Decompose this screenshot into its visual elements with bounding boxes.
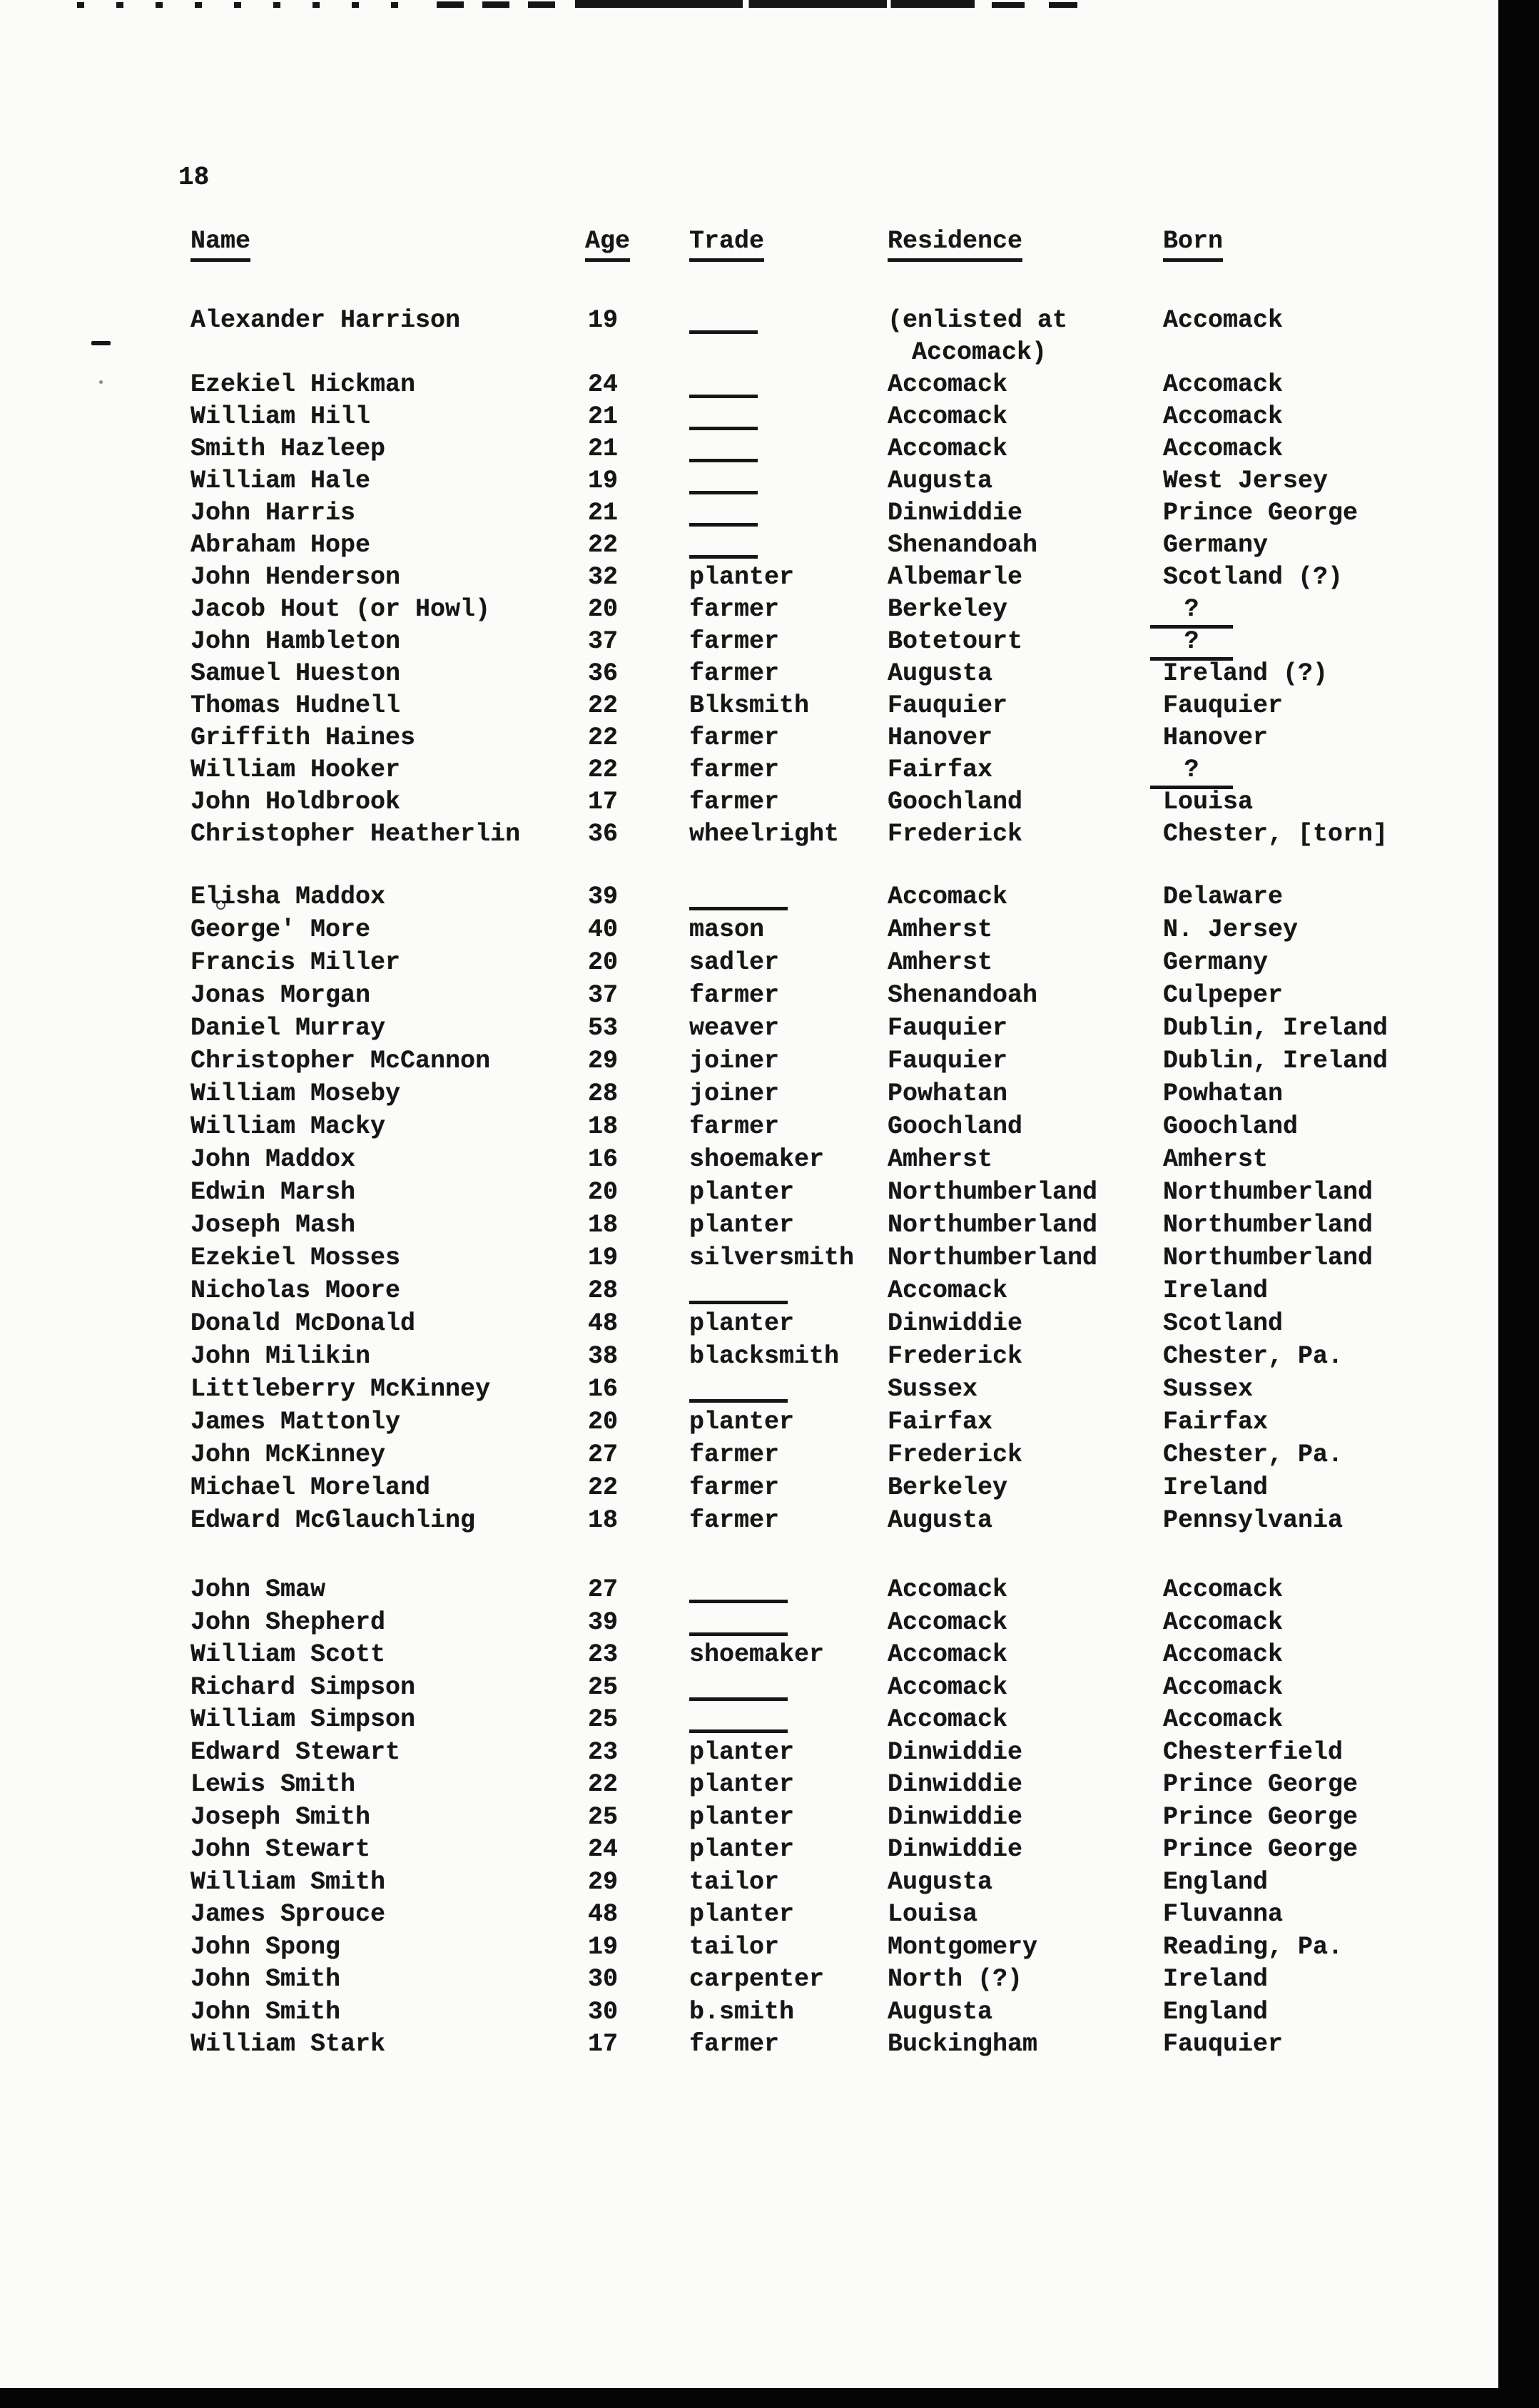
residence-cell: Berkeley bbox=[888, 1473, 1008, 1502]
residence-cell: Amherst bbox=[888, 1145, 993, 1174]
age-cell: 21 bbox=[588, 435, 619, 463]
trade-blank-line bbox=[689, 1632, 788, 1636]
name-cell: Abraham Hope bbox=[191, 531, 371, 559]
born-cell: Prince George bbox=[1163, 1803, 1358, 1832]
born-cell: Accomack bbox=[1163, 435, 1284, 463]
trade-cell: farmer bbox=[689, 788, 780, 816]
age-cell: 28 bbox=[588, 1079, 619, 1108]
trade-cell: tailor bbox=[689, 1933, 780, 1961]
residence-cell: (enlisted at bbox=[888, 306, 1068, 335]
trade-cell: farmer bbox=[689, 723, 780, 752]
age-cell: 39 bbox=[588, 883, 619, 911]
name-cell: John Stewart bbox=[191, 1835, 371, 1864]
age-cell: 20 bbox=[588, 948, 619, 977]
trade-blank-line bbox=[689, 1399, 788, 1403]
name-cell: Nicholas Moore bbox=[191, 1276, 401, 1305]
name-cell: William Hooker bbox=[191, 756, 401, 784]
residence-cell: Augusta bbox=[888, 1998, 993, 2026]
age-cell: 21 bbox=[588, 499, 619, 527]
age-cell: 27 bbox=[588, 1441, 619, 1469]
residence-cell: Northumberland bbox=[888, 1244, 1098, 1272]
born-cell: Northumberland bbox=[1163, 1211, 1373, 1239]
age-cell: 20 bbox=[588, 1408, 619, 1436]
born-cell: Prince George bbox=[1163, 1835, 1358, 1864]
born-cell: Accomack bbox=[1163, 1575, 1284, 1604]
name-cell: John Henderson bbox=[191, 563, 401, 591]
age-cell: 17 bbox=[588, 2030, 619, 2058]
name-cell: Jacob Hout (or Howl) bbox=[191, 595, 491, 624]
trade-cell: farmer bbox=[689, 1441, 780, 1469]
trade-cell: mason bbox=[689, 915, 765, 944]
born-cell: Northumberland bbox=[1163, 1244, 1373, 1272]
residence-cell: Goochland bbox=[888, 1112, 1023, 1141]
trade-cell: planter bbox=[689, 1900, 795, 1929]
residence-cell: Augusta bbox=[888, 659, 993, 688]
residence-cell: Buckingham bbox=[888, 2030, 1038, 2058]
trade-cell: planter bbox=[689, 1738, 795, 1767]
name-cell: Smith Hazleep bbox=[191, 435, 386, 463]
age-cell: 22 bbox=[588, 723, 619, 752]
born-cell: Chester, Pa. bbox=[1163, 1342, 1344, 1371]
name-cell: Ezekiel Mosses bbox=[191, 1244, 401, 1272]
born-cell: Chester, Pa. bbox=[1163, 1441, 1344, 1469]
trade-cell: farmer bbox=[689, 627, 780, 656]
trade-blank-line bbox=[689, 1729, 788, 1733]
born-cell: Germany bbox=[1163, 948, 1269, 977]
born-cell: Hanover bbox=[1163, 723, 1269, 752]
residence-cell: Augusta bbox=[888, 467, 993, 495]
age-cell: 18 bbox=[588, 1506, 619, 1535]
trade-blank-line bbox=[689, 1600, 788, 1603]
scan-artifact-dash-tail bbox=[992, 2, 1077, 8]
residence-cell: Augusta bbox=[888, 1506, 993, 1535]
column-header-born: Born bbox=[1163, 227, 1223, 262]
trade-cell: sadler bbox=[689, 948, 780, 977]
born-cell: Chester, [torn] bbox=[1163, 820, 1388, 848]
trade-cell: planter bbox=[689, 1211, 795, 1239]
residence-cell: Dinwiddie bbox=[888, 1803, 1023, 1832]
born-cell: Dublin, Ireland bbox=[1163, 1014, 1388, 1042]
residence-cell: Accomack bbox=[888, 1673, 1008, 1702]
age-cell: 17 bbox=[588, 788, 619, 816]
residence-cell-line2: Accomack) bbox=[912, 338, 1047, 367]
trade-cell: shoemaker bbox=[689, 1640, 825, 1669]
trade-cell: farmer bbox=[689, 756, 780, 784]
name-cell: Alexander Harrison bbox=[191, 306, 461, 335]
scan-mark-dash bbox=[91, 341, 111, 345]
page-number: 18 bbox=[178, 163, 210, 192]
name-cell: Donald McDonald bbox=[191, 1309, 416, 1338]
residence-cell: Powhatan bbox=[888, 1079, 1008, 1108]
residence-cell: Amherst bbox=[888, 948, 993, 977]
age-cell: 32 bbox=[588, 563, 619, 591]
residence-cell: North (?) bbox=[888, 1965, 1023, 1993]
residence-cell: Fauquier bbox=[888, 691, 1008, 720]
trade-blank-line bbox=[689, 395, 758, 398]
name-cell: John Spong bbox=[191, 1933, 341, 1961]
trade-cell: planter bbox=[689, 1309, 795, 1338]
age-cell: 19 bbox=[588, 1244, 619, 1272]
age-cell: 21 bbox=[588, 402, 619, 431]
name-cell: John Holdbrook bbox=[191, 788, 401, 816]
name-cell: Joseph Smith bbox=[191, 1803, 371, 1832]
name-cell: Griffith Haines bbox=[191, 723, 416, 752]
age-cell: 40 bbox=[588, 915, 619, 944]
residence-cell: Shenandoah bbox=[888, 981, 1038, 1010]
name-cell: John Shepherd bbox=[191, 1608, 386, 1637]
name-cell: John Harris bbox=[191, 499, 356, 527]
trade-blank-line bbox=[689, 1301, 788, 1304]
born-cell: Dublin, Ireland bbox=[1163, 1047, 1388, 1075]
residence-cell: Accomack bbox=[888, 1640, 1008, 1669]
age-cell: 25 bbox=[588, 1673, 619, 1702]
name-cell: John Smaw bbox=[191, 1575, 326, 1604]
age-cell: 38 bbox=[588, 1342, 619, 1371]
residence-cell: Fairfax bbox=[888, 1408, 993, 1436]
residence-cell: Frederick bbox=[888, 820, 1023, 848]
scan-mark-dot bbox=[99, 380, 103, 384]
name-cell: William Smith bbox=[191, 1868, 386, 1896]
age-cell: 30 bbox=[588, 1965, 619, 1993]
trade-cell: planter bbox=[689, 1803, 795, 1832]
residence-cell: Accomack bbox=[888, 883, 1008, 911]
residence-cell: Accomack bbox=[888, 1575, 1008, 1604]
born-cell: Germany bbox=[1163, 531, 1269, 559]
residence-cell: Amherst bbox=[888, 915, 993, 944]
born-cell: Fauquier bbox=[1163, 691, 1284, 720]
born-cell: Accomack bbox=[1163, 402, 1284, 431]
residence-cell: Augusta bbox=[888, 1868, 993, 1896]
trade-cell: farmer bbox=[689, 1112, 780, 1141]
residence-cell: Accomack bbox=[888, 1276, 1008, 1305]
name-cell: William Hale bbox=[191, 467, 371, 495]
residence-cell: Accomack bbox=[888, 1608, 1008, 1637]
trade-cell: wheelright bbox=[689, 820, 840, 848]
name-cell: James Sprouce bbox=[191, 1900, 386, 1929]
born-cell: Northumberland bbox=[1163, 1178, 1373, 1206]
trade-cell: b.smith bbox=[689, 1998, 795, 2026]
name-cell: Ezekiel Hickman bbox=[191, 370, 416, 399]
trade-cell: planter bbox=[689, 1178, 795, 1206]
name-cell: William Macky bbox=[191, 1112, 386, 1141]
age-cell: 53 bbox=[588, 1014, 619, 1042]
trade-cell: planter bbox=[689, 1408, 795, 1436]
name-cell: George' More bbox=[191, 915, 371, 944]
trade-blank-line bbox=[689, 555, 758, 559]
age-cell: 25 bbox=[588, 1803, 619, 1832]
residence-cell: Montgomery bbox=[888, 1933, 1038, 1961]
name-cell: John Smith bbox=[191, 1998, 341, 2026]
age-cell: 29 bbox=[588, 1868, 619, 1896]
name-cell: Edwin Marsh bbox=[191, 1178, 356, 1206]
born-cell: Prince George bbox=[1163, 499, 1358, 527]
residence-cell: Dinwiddie bbox=[888, 499, 1023, 527]
age-cell: 24 bbox=[588, 1835, 619, 1864]
column-header-trade: Trade bbox=[689, 227, 764, 262]
name-cell: John Hambleton bbox=[191, 627, 401, 656]
born-cell: Accomack bbox=[1163, 1640, 1284, 1669]
residence-cell: Albemarle bbox=[888, 563, 1023, 591]
trade-cell: tailor bbox=[689, 1868, 780, 1896]
age-cell: 36 bbox=[588, 820, 619, 848]
age-cell: 22 bbox=[588, 1473, 619, 1502]
born-cell: Fairfax bbox=[1163, 1408, 1269, 1436]
name-cell: Francis Miller bbox=[191, 948, 401, 977]
name-cell: Thomas Hudnell bbox=[191, 691, 401, 720]
born-cell: Ireland bbox=[1163, 1965, 1269, 1993]
column-header-residence: Residence bbox=[888, 227, 1022, 262]
age-cell: 16 bbox=[588, 1375, 619, 1403]
residence-cell: Northumberland bbox=[888, 1211, 1098, 1239]
trade-cell: joiner bbox=[689, 1079, 780, 1108]
name-cell: Littleberry McKinney bbox=[191, 1375, 491, 1403]
residence-cell: Louisa bbox=[888, 1900, 978, 1929]
age-cell: 36 bbox=[588, 659, 619, 688]
residence-cell: Accomack bbox=[888, 435, 1008, 463]
residence-cell: Accomack bbox=[888, 1705, 1008, 1734]
trade-cell: farmer bbox=[689, 981, 780, 1010]
trade-cell: farmer bbox=[689, 595, 780, 624]
born-cell: Ireland (?) bbox=[1163, 659, 1329, 688]
trade-cell: planter bbox=[689, 1835, 795, 1864]
born-cell: Delaware bbox=[1163, 883, 1284, 911]
age-cell: 19 bbox=[588, 467, 619, 495]
born-cell: Chesterfield bbox=[1163, 1738, 1344, 1767]
residence-cell: Dinwiddie bbox=[888, 1309, 1023, 1338]
residence-cell: Botetourt bbox=[888, 627, 1023, 656]
residence-cell: Dinwiddie bbox=[888, 1835, 1023, 1864]
name-cell: Christopher Heatherlin bbox=[191, 820, 521, 848]
born-cell: Louisa bbox=[1163, 788, 1254, 816]
trade-cell: planter bbox=[689, 1770, 795, 1799]
column-header-age: Age bbox=[585, 227, 630, 262]
name-cell: William Scott bbox=[191, 1640, 386, 1669]
age-cell: 22 bbox=[588, 756, 619, 784]
age-cell: 22 bbox=[588, 691, 619, 720]
age-cell: 28 bbox=[588, 1276, 619, 1305]
age-cell: 39 bbox=[588, 1608, 619, 1637]
trade-cell: farmer bbox=[689, 2030, 780, 2058]
born-unknown-cell: ? bbox=[1150, 595, 1233, 629]
born-cell: Accomack bbox=[1163, 370, 1284, 399]
trade-blank-line bbox=[689, 523, 758, 527]
age-cell: 18 bbox=[588, 1112, 619, 1141]
trade-cell: Blksmith bbox=[689, 691, 810, 720]
age-cell: 48 bbox=[588, 1900, 619, 1929]
age-cell: 30 bbox=[588, 1998, 619, 2026]
born-cell: Accomack bbox=[1163, 306, 1284, 335]
residence-cell: Fairfax bbox=[888, 756, 993, 784]
age-cell: 25 bbox=[588, 1705, 619, 1734]
name-cell: William Moseby bbox=[191, 1079, 401, 1108]
born-cell: England bbox=[1163, 1868, 1269, 1896]
born-cell: Fluvanna bbox=[1163, 1900, 1284, 1929]
born-cell: Accomack bbox=[1163, 1673, 1284, 1702]
residence-cell: Goochland bbox=[888, 788, 1023, 816]
trade-blank-line bbox=[689, 459, 758, 462]
born-cell: Powhatan bbox=[1163, 1079, 1284, 1108]
born-cell: Sussex bbox=[1163, 1375, 1254, 1403]
name-cell: Joseph Mash bbox=[191, 1211, 356, 1239]
born-cell: Pennsylvania bbox=[1163, 1506, 1344, 1535]
scan-artifact-bottom-band bbox=[0, 2388, 1539, 2408]
age-cell: 23 bbox=[588, 1738, 619, 1767]
trade-cell: farmer bbox=[689, 659, 780, 688]
born-unknown-cell: ? bbox=[1150, 756, 1233, 789]
residence-cell: Northumberland bbox=[888, 1178, 1098, 1206]
born-cell: Ireland bbox=[1163, 1276, 1269, 1305]
column-header-name: Name bbox=[191, 227, 250, 262]
name-cell: John Maddox bbox=[191, 1145, 356, 1174]
name-cell: John McKinney bbox=[191, 1441, 386, 1469]
name-cell: Michael Moreland bbox=[191, 1473, 431, 1502]
trade-blank-line bbox=[689, 491, 758, 494]
born-cell: Goochland bbox=[1163, 1112, 1299, 1141]
age-cell: 37 bbox=[588, 981, 619, 1010]
residence-cell: Berkeley bbox=[888, 595, 1008, 624]
age-cell: 22 bbox=[588, 531, 619, 559]
scan-artifact-right-band bbox=[1498, 0, 1539, 2408]
residence-cell: Fauquier bbox=[888, 1047, 1008, 1075]
name-cell: Elisha Maddox bbox=[191, 883, 386, 911]
born-cell: Prince George bbox=[1163, 1770, 1358, 1799]
name-cell: William Stark bbox=[191, 2030, 386, 2058]
born-cell: Accomack bbox=[1163, 1705, 1284, 1734]
trade-cell: joiner bbox=[689, 1047, 780, 1075]
born-cell: Amherst bbox=[1163, 1145, 1269, 1174]
name-cell: Edward Stewart bbox=[191, 1738, 401, 1767]
born-cell: Scotland bbox=[1163, 1309, 1284, 1338]
trade-cell: weaver bbox=[689, 1014, 780, 1042]
trade-blank-line bbox=[689, 330, 758, 334]
name-cell: Lewis Smith bbox=[191, 1770, 356, 1799]
age-cell: 27 bbox=[588, 1575, 619, 1604]
born-unknown-cell: ? bbox=[1150, 627, 1233, 661]
age-cell: 18 bbox=[588, 1211, 619, 1239]
trade-cell: shoemaker bbox=[689, 1145, 825, 1174]
trade-cell: carpenter bbox=[689, 1965, 825, 1993]
trade-blank-line bbox=[689, 427, 758, 430]
born-cell: Accomack bbox=[1163, 1608, 1284, 1637]
residence-cell: Frederick bbox=[888, 1441, 1023, 1469]
residence-cell: Accomack bbox=[888, 402, 1008, 431]
residence-cell: Dinwiddie bbox=[888, 1770, 1023, 1799]
residence-cell: Shenandoah bbox=[888, 531, 1038, 559]
trade-cell: planter bbox=[689, 563, 795, 591]
name-cell: Samuel Hueston bbox=[191, 659, 401, 688]
scan-artifact-dotted-line bbox=[77, 2, 428, 8]
born-cell: N. Jersey bbox=[1163, 915, 1299, 944]
residence-cell: Hanover bbox=[888, 723, 993, 752]
age-cell: 22 bbox=[588, 1770, 619, 1799]
name-cell: Daniel Murray bbox=[191, 1014, 386, 1042]
age-cell: 23 bbox=[588, 1640, 619, 1669]
name-cell: Richard Simpson bbox=[191, 1673, 416, 1702]
name-cell: John Smith bbox=[191, 1965, 341, 1993]
name-cell: John Milikin bbox=[191, 1342, 371, 1371]
residence-cell: Fauquier bbox=[888, 1014, 1008, 1042]
residence-cell: Frederick bbox=[888, 1342, 1023, 1371]
name-cell: Edward McGlauchling bbox=[191, 1506, 476, 1535]
born-cell: Reading, Pa. bbox=[1163, 1933, 1344, 1961]
age-cell: 20 bbox=[588, 595, 619, 624]
age-cell: 19 bbox=[588, 1933, 619, 1961]
born-cell: West Jersey bbox=[1163, 467, 1329, 495]
trade-cell: blacksmith bbox=[689, 1342, 840, 1371]
name-cell: James Mattonly bbox=[191, 1408, 401, 1436]
residence-cell: Sussex bbox=[888, 1375, 978, 1403]
residence-cell: Dinwiddie bbox=[888, 1738, 1023, 1767]
age-cell: 20 bbox=[588, 1178, 619, 1206]
born-cell: Scotland (?) bbox=[1163, 563, 1344, 591]
trade-cell: farmer bbox=[689, 1473, 780, 1502]
name-cell: Jonas Morgan bbox=[191, 981, 371, 1010]
name-cell: Christopher McCannon bbox=[191, 1047, 491, 1075]
age-cell: 37 bbox=[588, 627, 619, 656]
residence-cell: Accomack bbox=[888, 370, 1008, 399]
age-cell: 29 bbox=[588, 1047, 619, 1075]
name-cell: William Simpson bbox=[191, 1705, 416, 1734]
age-cell: 48 bbox=[588, 1309, 619, 1338]
trade-blank-line bbox=[689, 1697, 788, 1701]
born-cell: England bbox=[1163, 1998, 1269, 2026]
age-cell: 24 bbox=[588, 370, 619, 399]
born-cell: Ireland bbox=[1163, 1473, 1269, 1502]
name-cell: William Hill bbox=[191, 402, 371, 431]
trade-blank-line bbox=[689, 907, 788, 910]
trade-cell: silversmith bbox=[689, 1244, 855, 1272]
trade-cell: farmer bbox=[689, 1506, 780, 1535]
born-cell: Fauquier bbox=[1163, 2030, 1284, 2058]
age-cell: 19 bbox=[588, 306, 619, 335]
scan-artifact-solid-line bbox=[575, 0, 975, 8]
age-cell: 16 bbox=[588, 1145, 619, 1174]
scan-artifact-dashes bbox=[437, 1, 572, 8]
born-cell: Culpeper bbox=[1163, 981, 1284, 1010]
